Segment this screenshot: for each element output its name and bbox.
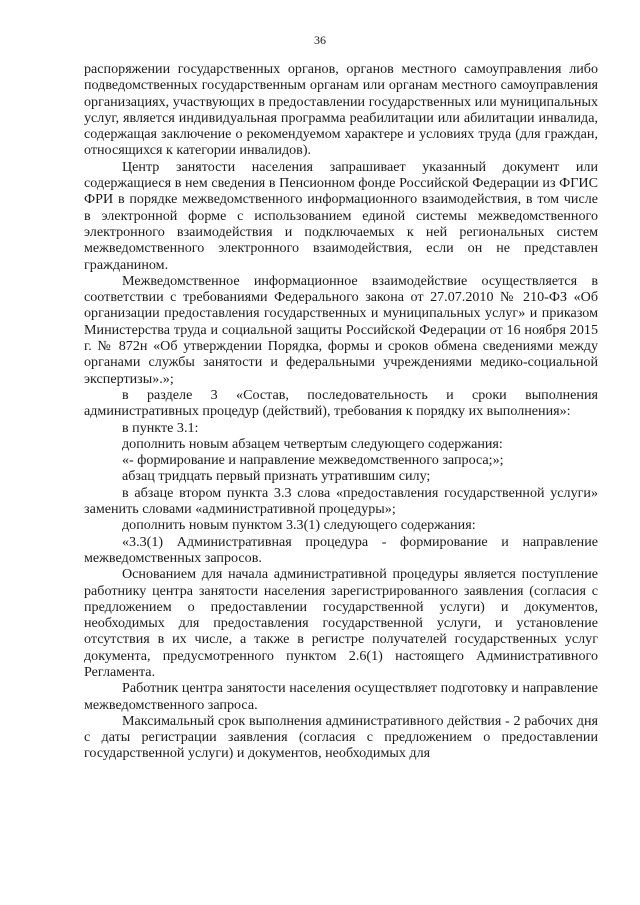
paragraph-interagency: Межведомственное информационное взаимодействие осуществляется в соответствии с требованиями Федерального закона от 27.07.2010 № 210-ФЗ «Об организации предоставления государственных и муниципальных услуг» и приказом Министерства труда и социальной защиты Российской Федерации от 16 ноября 2015 г. № 872н «Об утверждении Порядка, формы и сроков обмена сведениями между органами службы занятости и федеральными учреждениями медико-социальной экспертизы».»; xyxy=(84,272,598,387)
paragraph-add-fourth: дополнить новым абзацем четвертым следующего содержания: xyxy=(122,435,503,452)
page-number: 36 xyxy=(314,33,326,47)
paragraph-item-3-1: в пункте 3.1: xyxy=(122,419,199,436)
paragraph-worker: Работник центра занятости населения осуществляет подготовку и направление межведомственного запроса. xyxy=(84,680,598,713)
paragraph-procedure-3-3-1: «3.3(1) Административная процедура - формирование и направление межведомственных запросов. xyxy=(84,533,598,566)
paragraph-thirty-first: абзац тридцать первый признать утратившим силу; xyxy=(122,468,431,485)
paragraph-quote-forming: «- формирование и направление межведомственного запроса;»; xyxy=(122,452,504,469)
body-text xyxy=(84,61,598,762)
paragraph-basis: Основанием для начала административной процедуры является поступление работнику центра занятости населения зарегистрированного заявления (согласия с предложением о предоставлении государственной услуги) и документов, необходимых для предоставления государственной услуги, и установление отсутствия в их числе, а также в регистре получателей государственных услуг документа, предусмотренного пунктом 2.6(1) настоящего Административного Регламента. xyxy=(84,566,598,680)
paragraph-item-3-3: в абзаце втором пункта 3.3 слова «предоставления государственной услуги» заменить словами «административной процедуры»; xyxy=(84,484,598,518)
paragraph-continuation: распоряжении государственных органов, органов местного самоуправления либо подведомственных государственным органам или органам местного самоуправления организациях, участвующих в предоставлении государственных или муниципальных услуг, является индивидуальная программа реабилитации или абилитации инвалида, содержащая заключение о рекомендуемом характере и условиях труда (для граждан, относящихся к категории инвалидов). xyxy=(84,61,598,159)
paragraph-center-request: Центр занятости населения запрашивает указанный документ или содержащиеся в нем сведения в Пенсионном фонде Российской Федерации из ФГИС ФРИ в порядке межведомственного информационного взаимодействия, в том числе в электронной форме с использованием единой системы межведомственного электронного взаимодействия и подключаемых к ней региональных систем межведомственного электронного взаимодействия, если он не представлен гражданином. xyxy=(84,158,598,273)
paragraph-add-3-3-1: дополнить новым пунктом 3.3(1) следующего содержания: xyxy=(122,517,476,534)
paragraph-max-term: Максимальный срок выполнения административного действия - 2 рабочих дня с даты регистрации заявления (согласия с предложением о предоставлении государственной услуги) и документов, необходимых для xyxy=(84,712,598,762)
paragraph-section-3: в разделе 3 «Состав, последовательность и сроки выполнения административных процедур (действий), требования к порядку их выполнения»: xyxy=(84,386,598,420)
